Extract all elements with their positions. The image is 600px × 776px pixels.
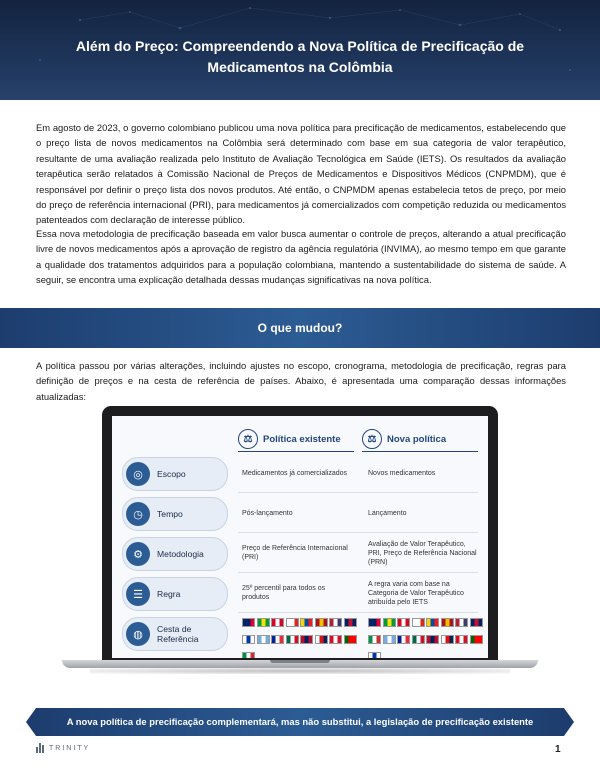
flag-pan: [441, 635, 454, 644]
cell-existing: Medicamentos já comercializados: [242, 469, 348, 477]
clock-icon: ◷: [126, 502, 150, 526]
page-title: Além do Preço: Compreendendo a Nova Política de Precificação de Medicamentos na Colômbia: [75, 38, 525, 75]
table-row: [118, 616, 482, 650]
flag-ecu: [300, 618, 313, 627]
flag-mex: [412, 635, 425, 644]
header-banner: [0, 0, 600, 100]
intro-paragraph-1: Em agosto de 2023, o governo colombiano publicou uma nova política para precificação de medicamentos, estabelecendo que o preço lista de novos medicamentos na Colômbia será determinado com base em sua categoria de valor terapêutico, resultante de uma avaliação realizada pelo Instituto de Avaliação Tecnológica em Saúde (IETS). Os resultados da avaliação terapêutica serão relatados à Comissão Nacional de Preços de Medicamentos e Dispositivos Médicos (CNPMDM), que é responsável por definir o preço lista dos novos produtos. Até então, o CNPMDM apenas estabelecia tetos de preço, por meio do preço de referência internacional (PRI), para medicamentos já comercializados com competição reduzida ou medicamentos patenteados com declaração de interesse público.: [36, 122, 566, 226]
cell-existing: Pós-lançamento: [242, 509, 293, 517]
reference-basket-new: [368, 618, 483, 658]
flag-fra: [397, 635, 410, 644]
flag-esp: [441, 618, 454, 627]
cell-existing: Preço de Referência Internacional (PRI): [242, 545, 348, 561]
flag-bra: [383, 618, 396, 627]
flag-usa: [329, 618, 342, 627]
intro-paragraph-2: Essa nova metodologia de precificação baseada em valor busca aumentar o controle de preços, alterando a atual precificação livre de novos medicamentos após a aprovação de registro da agência regulatória (INVIMA), ao mesmo tempo em que garante a qualidade dos tratamentos adquiridos para a população colombiana, mantendo a sustentabilidade do sistema de saúde. A seguir, se encontra uma explicação detalhada dessas mudanças significativas na nova política.: [36, 228, 566, 286]
trinity-logo: TRINITY: [36, 743, 90, 753]
flag-ita: [242, 652, 255, 658]
flag-arg: [383, 635, 396, 644]
flag-aus: [368, 618, 381, 627]
table-row: [118, 456, 482, 490]
flag-can: [271, 618, 284, 627]
reference-basket-existing: [242, 618, 357, 658]
flag-prt: [344, 635, 357, 644]
flag-usa: [455, 618, 468, 627]
cell-new: Lançamento: [368, 509, 407, 517]
cell-new: Novos medicamentos: [368, 469, 436, 477]
flag-ury: [368, 652, 381, 658]
flag-nor: [300, 635, 313, 644]
page-number: 1: [555, 744, 561, 755]
flag-nor: [426, 635, 439, 644]
flag-gbr: [470, 618, 483, 627]
flag-mex: [286, 635, 299, 644]
footer-banner: A nova política de precificação complementará, mas não substitui, a legislação de precificação existente: [36, 708, 564, 736]
row-label-methodology: ⚙ Metodologia: [122, 537, 228, 571]
column-header-existing: ⚖ Política existente: [238, 426, 354, 452]
flag-ury: [242, 635, 255, 644]
section-paragraph: A política passou por várias alterações, incluindo ajustes no escopo, cronograma, metodologia de precificação, regras para definição de preços e na cesta de referência de países. Abaixo, é apresentada uma comparação dessas informações atualizadas:: [36, 360, 566, 402]
globe-icon: ◍: [126, 622, 150, 646]
row-label-rule: ☰ Regra: [122, 577, 228, 611]
flag-prt: [470, 635, 483, 644]
flag-per: [329, 635, 342, 644]
scales-icon: ⚖: [238, 429, 258, 449]
flag-chl: [286, 618, 299, 627]
gears-icon: ⚙: [126, 542, 150, 566]
logo-icon: [36, 743, 45, 753]
flag-chl: [412, 618, 425, 627]
flag-can: [397, 618, 410, 627]
section-heading: O que mudou?: [0, 308, 600, 348]
row-label-basket: ◍ Cesta de Referência: [122, 617, 228, 651]
row-label-time: ◷ Tempo: [122, 497, 228, 531]
cell-new: A regra varia com base na Categoria de Valor Terapêutico atribuída pelo IETS: [368, 580, 464, 606]
column-header-new: ⚖ Nova política: [362, 426, 478, 452]
flag-gbr: [344, 618, 357, 627]
flag-esp: [315, 618, 328, 627]
flag-aus: [242, 618, 255, 627]
cell-new: Avaliação de Valor Terapêutico, PRI, Preço de Referência Nacional (PRN): [368, 540, 477, 566]
table-row: [118, 576, 482, 610]
target-icon: ◎: [126, 462, 150, 486]
table-row: [118, 496, 482, 530]
comparison-table: [112, 416, 488, 658]
flag-ecu: [426, 618, 439, 627]
flag-ita: [368, 635, 381, 644]
scales-icon: ⚖: [362, 429, 382, 449]
flag-arg: [257, 635, 270, 644]
flag-bra: [257, 618, 270, 627]
cell-existing: 25º percentil para todos os produtos: [242, 585, 326, 601]
flag-per: [455, 635, 468, 644]
row-label-scope: ◎ Escopo: [122, 457, 228, 491]
table-row: [118, 536, 482, 570]
flag-fra: [271, 635, 284, 644]
document-icon: ☰: [126, 582, 150, 606]
flag-pan: [315, 635, 328, 644]
